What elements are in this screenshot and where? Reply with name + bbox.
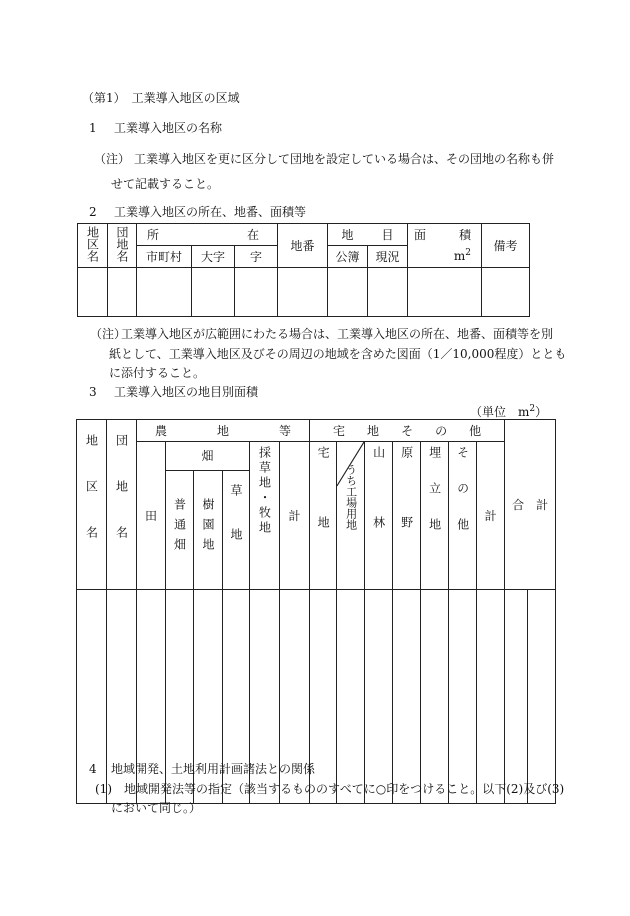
- header-takuchi: 宅 地 そ の 他: [310, 420, 505, 442]
- header-oaza: 大字: [192, 246, 235, 268]
- header-shichoson: 市町村: [137, 246, 192, 268]
- note-2-label: （注）: [90, 327, 127, 341]
- section-4-title: 地域開発、土地利用計画諸法との関係: [111, 762, 316, 776]
- note-1-line1: 工業導入地区を更に区分して団地を設定している場合は、その団地の名称も併: [134, 152, 555, 166]
- section-3-number: 3: [89, 385, 97, 399]
- section-2-number: 2: [89, 205, 97, 219]
- header-kojo: うち工場用地: [337, 442, 365, 590]
- section-4-1-line2: において同じ。）: [111, 801, 202, 815]
- header-biko: 備考: [482, 224, 530, 268]
- section-4-number: 4: [89, 762, 97, 776]
- note-1-label: （注）: [94, 152, 131, 166]
- header-danchi: 団地名: [107, 420, 137, 590]
- header-genkyo: 現況: [368, 246, 408, 268]
- note-2-line1: 工業導入地区が広範囲にわたる場合は、工業導入地区の所在、地番、面積等を別: [121, 327, 554, 341]
- note-2-line2: 紙として、工業導入地区及びその周辺の地域を含めた図面（1／10,000程度）ととも: [109, 347, 567, 361]
- header-hata: 畑: [166, 442, 250, 471]
- header-umetate: 埋立地: [421, 442, 449, 590]
- section-3-title: 工業導入地区の地目別面積: [114, 385, 259, 399]
- section-4-1-number: (1): [95, 782, 112, 796]
- note-2-line3: に添付すること。: [109, 366, 206, 380]
- section-2-title: 工業導入地区の所在、地番、面積等: [114, 205, 307, 219]
- header-chiku: 地区名: [78, 224, 108, 268]
- header-shozai: 所 在: [137, 224, 278, 246]
- unit-label: （単位 $m^2$）: [470, 404, 548, 419]
- header-chiban: 地番: [278, 224, 328, 268]
- header-sonota: その他: [449, 442, 477, 590]
- header-genya: 原野: [393, 442, 421, 590]
- header-danchi: 団地名: [108, 224, 137, 268]
- section-1-number: 1: [89, 121, 97, 135]
- header-saiso: 採草地・牧地: [250, 442, 280, 590]
- header-nochi: 農 地 等: [137, 420, 310, 442]
- location-table: [77, 223, 530, 317]
- header-kei: 計: [280, 442, 310, 590]
- header-kei2: 計: [477, 442, 505, 590]
- table-row: [78, 268, 530, 317]
- header-juen: 樹園地: [194, 470, 223, 589]
- header-goukei: 合 計: [505, 420, 556, 590]
- header-ta: 田: [137, 442, 166, 590]
- header-futsu: 普通畑: [166, 470, 194, 589]
- diagonal-line: [337, 442, 364, 589]
- header-chiku: 地区名: [77, 420, 107, 590]
- section-1-title: 工業導入地区の名称: [114, 121, 223, 135]
- header-chimoku: 地 目: [328, 224, 408, 246]
- section-4-1-line1: 地域開発法等の指定（該当するもののすべてに○印をつけること。以下(2)及び(3): [124, 782, 565, 796]
- header-kusa: 草地: [223, 470, 250, 589]
- header-menseki: 面 積 $m^2$: [408, 224, 482, 268]
- note-1-line2: せて記載すること。: [111, 177, 220, 191]
- header-kobo: 公簿: [328, 246, 368, 268]
- page-heading: （第1） 工業導入地区の区域: [82, 91, 240, 105]
- header-yama: 山林: [365, 442, 393, 590]
- land-use-table: [76, 419, 556, 804]
- header-taku: 宅地: [310, 442, 337, 590]
- header-aza: 字: [235, 246, 278, 268]
